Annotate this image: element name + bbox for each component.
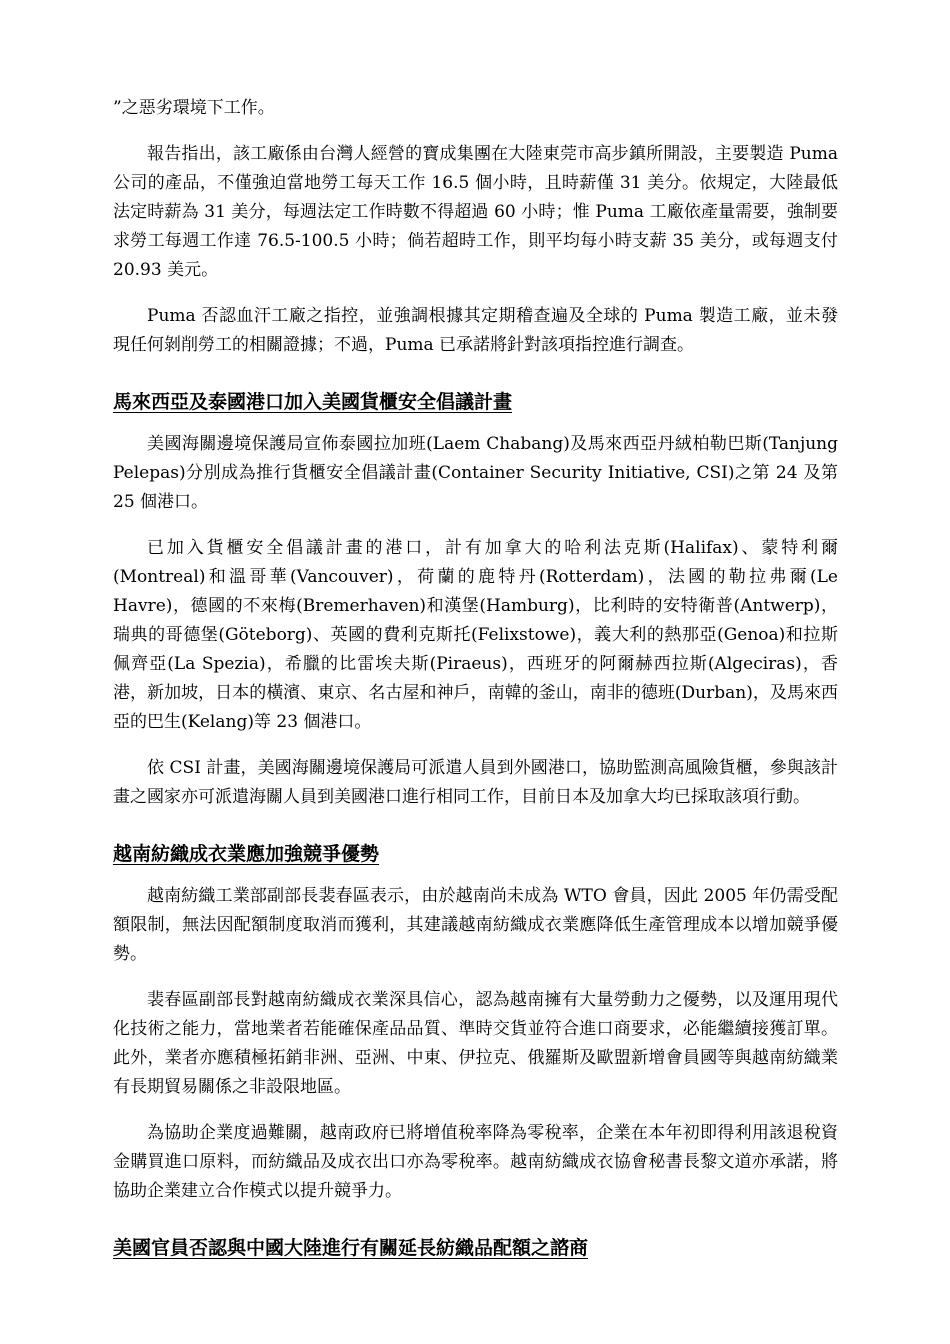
paragraph: 依 CSI 計畫，美國海關邊境保護局可派遣人員到外國港口，協助監測高風險貨櫃，參與該計畫之國家亦可派遣海關人員到美國港口進行相同工作，目前日本及加拿大均已採取該項行動。 xyxy=(113,758,838,807)
paragraph: 裴春區副部長對越南紡織成衣業深具信心，認為越南擁有大量勞動力之優勢，以及運用現代化技術之能力，當地業者若能確保產品品質、準時交貨並符合進口商要求，必能繼續接獲訂單。此外，業者亦應積極拓銷非洲、亞洲、中東、伊拉克、俄羅斯及歐盟新增會員國等與越南紡織業有長期貿易關係之非設限地區。 xyxy=(113,990,838,1097)
section-us-china-quota xyxy=(113,1234,838,1262)
intro-section xyxy=(113,94,838,360)
paragraph: 為協助企業度過難關，越南政府已將增值稅率降為零稅率，企業在本年初即得利用該退稅資金購買進口原料，而紡織品及成衣出口亦為零稅率。越南紡織成衣協會秘書長黎文道亦承諾，將協助企業建立合作模式以提升競爭力。 xyxy=(113,1123,838,1201)
paragraph: 報告指出，該工廠係由台灣人經營的寶成集團在大陸東莞市高步鎮所開設，主要製造 Puma 公司的產品，不僅強迫當地勞工每天工作 16.5 個小時，且時薪僅 31 美分。依規定，大陸最低法定時薪為 31 美分，每週法定工作時數不得超過 60 小時；惟 Puma 工廠依產量需要，強制要求勞工每週工作達 76.5-100.5 小時；倘若超時工作，則平均每小時支薪 35 美分，或每週支付 20.93 美元。 xyxy=(113,144,838,280)
paragraph: 越南紡織工業部副部長裴春區表示，由於越南尚未成為 WTO 會員，因此 2005 年仍需受配額限制，無法因配額制度取消而獲利，其建議越南紡織成衣業應降低生產管理成本以增加競爭優勢。 xyxy=(113,886,838,964)
paragraph: 已加入貨櫃安全倡議計畫的港口，計有加拿大的哈利法克斯(Halifax)、蒙特利爾(Montreal)和溫哥華(Vancouver)，荷蘭的鹿特丹(Rotterdam)，法國的勒拉弗爾(Le Havre)，德國的不來梅(Bremerhaven)和漢堡(Hamburg)，比利時的安特衛普(Antwerp)，瑞典的哥德堡(Göteborg)、英國的費利克斯托(Felixstowe)，義大利的熱那亞(Genoa)和拉斯佩齊亞(La Spezia)，希臘的比雷埃夫斯(Piraeus)，西班牙的阿爾赫西拉斯(Algeciras)，香港，新加坡，日本的橫濱、東京、名古屋和神戶，南韓的釜山，南非的德班(Durban)，及馬來西亞的巴生(Kelang)等 23 個港口。 xyxy=(113,538,838,732)
section-heading: 美國官員否認與中國大陸進行有關延長紡織品配額之諮商 xyxy=(113,1237,589,1259)
paragraph: 美國海關邊境保護局宣佈泰國拉加班(Laem Chabang)及馬來西亞丹絨柏勒巴斯(Tanjung Pelepas)分別成為推行貨櫃安全倡議計畫(Container Security Initiative, CSI)之第 24 及第 25 個港口。 xyxy=(113,434,838,512)
section-heading: 馬來西亞及泰國港口加入美國貨櫃安全倡議計畫 xyxy=(113,391,513,413)
section-port-csi xyxy=(113,388,838,812)
document-page xyxy=(113,94,838,1276)
paragraph: ”之惡劣環境下工作。 xyxy=(113,98,275,118)
section-heading: 越南紡織成衣業應加強競爭優勢 xyxy=(113,843,380,865)
section-vietnam-textile xyxy=(113,840,838,1206)
paragraph: Puma 否認血汗工廠之指控，並強調根據其定期稽查遍及全球的 Puma 製造工廠，並未發現任何剝削勞工的相關證據；不過，Puma 已承諾將針對該項指控進行調查。 xyxy=(113,306,838,355)
